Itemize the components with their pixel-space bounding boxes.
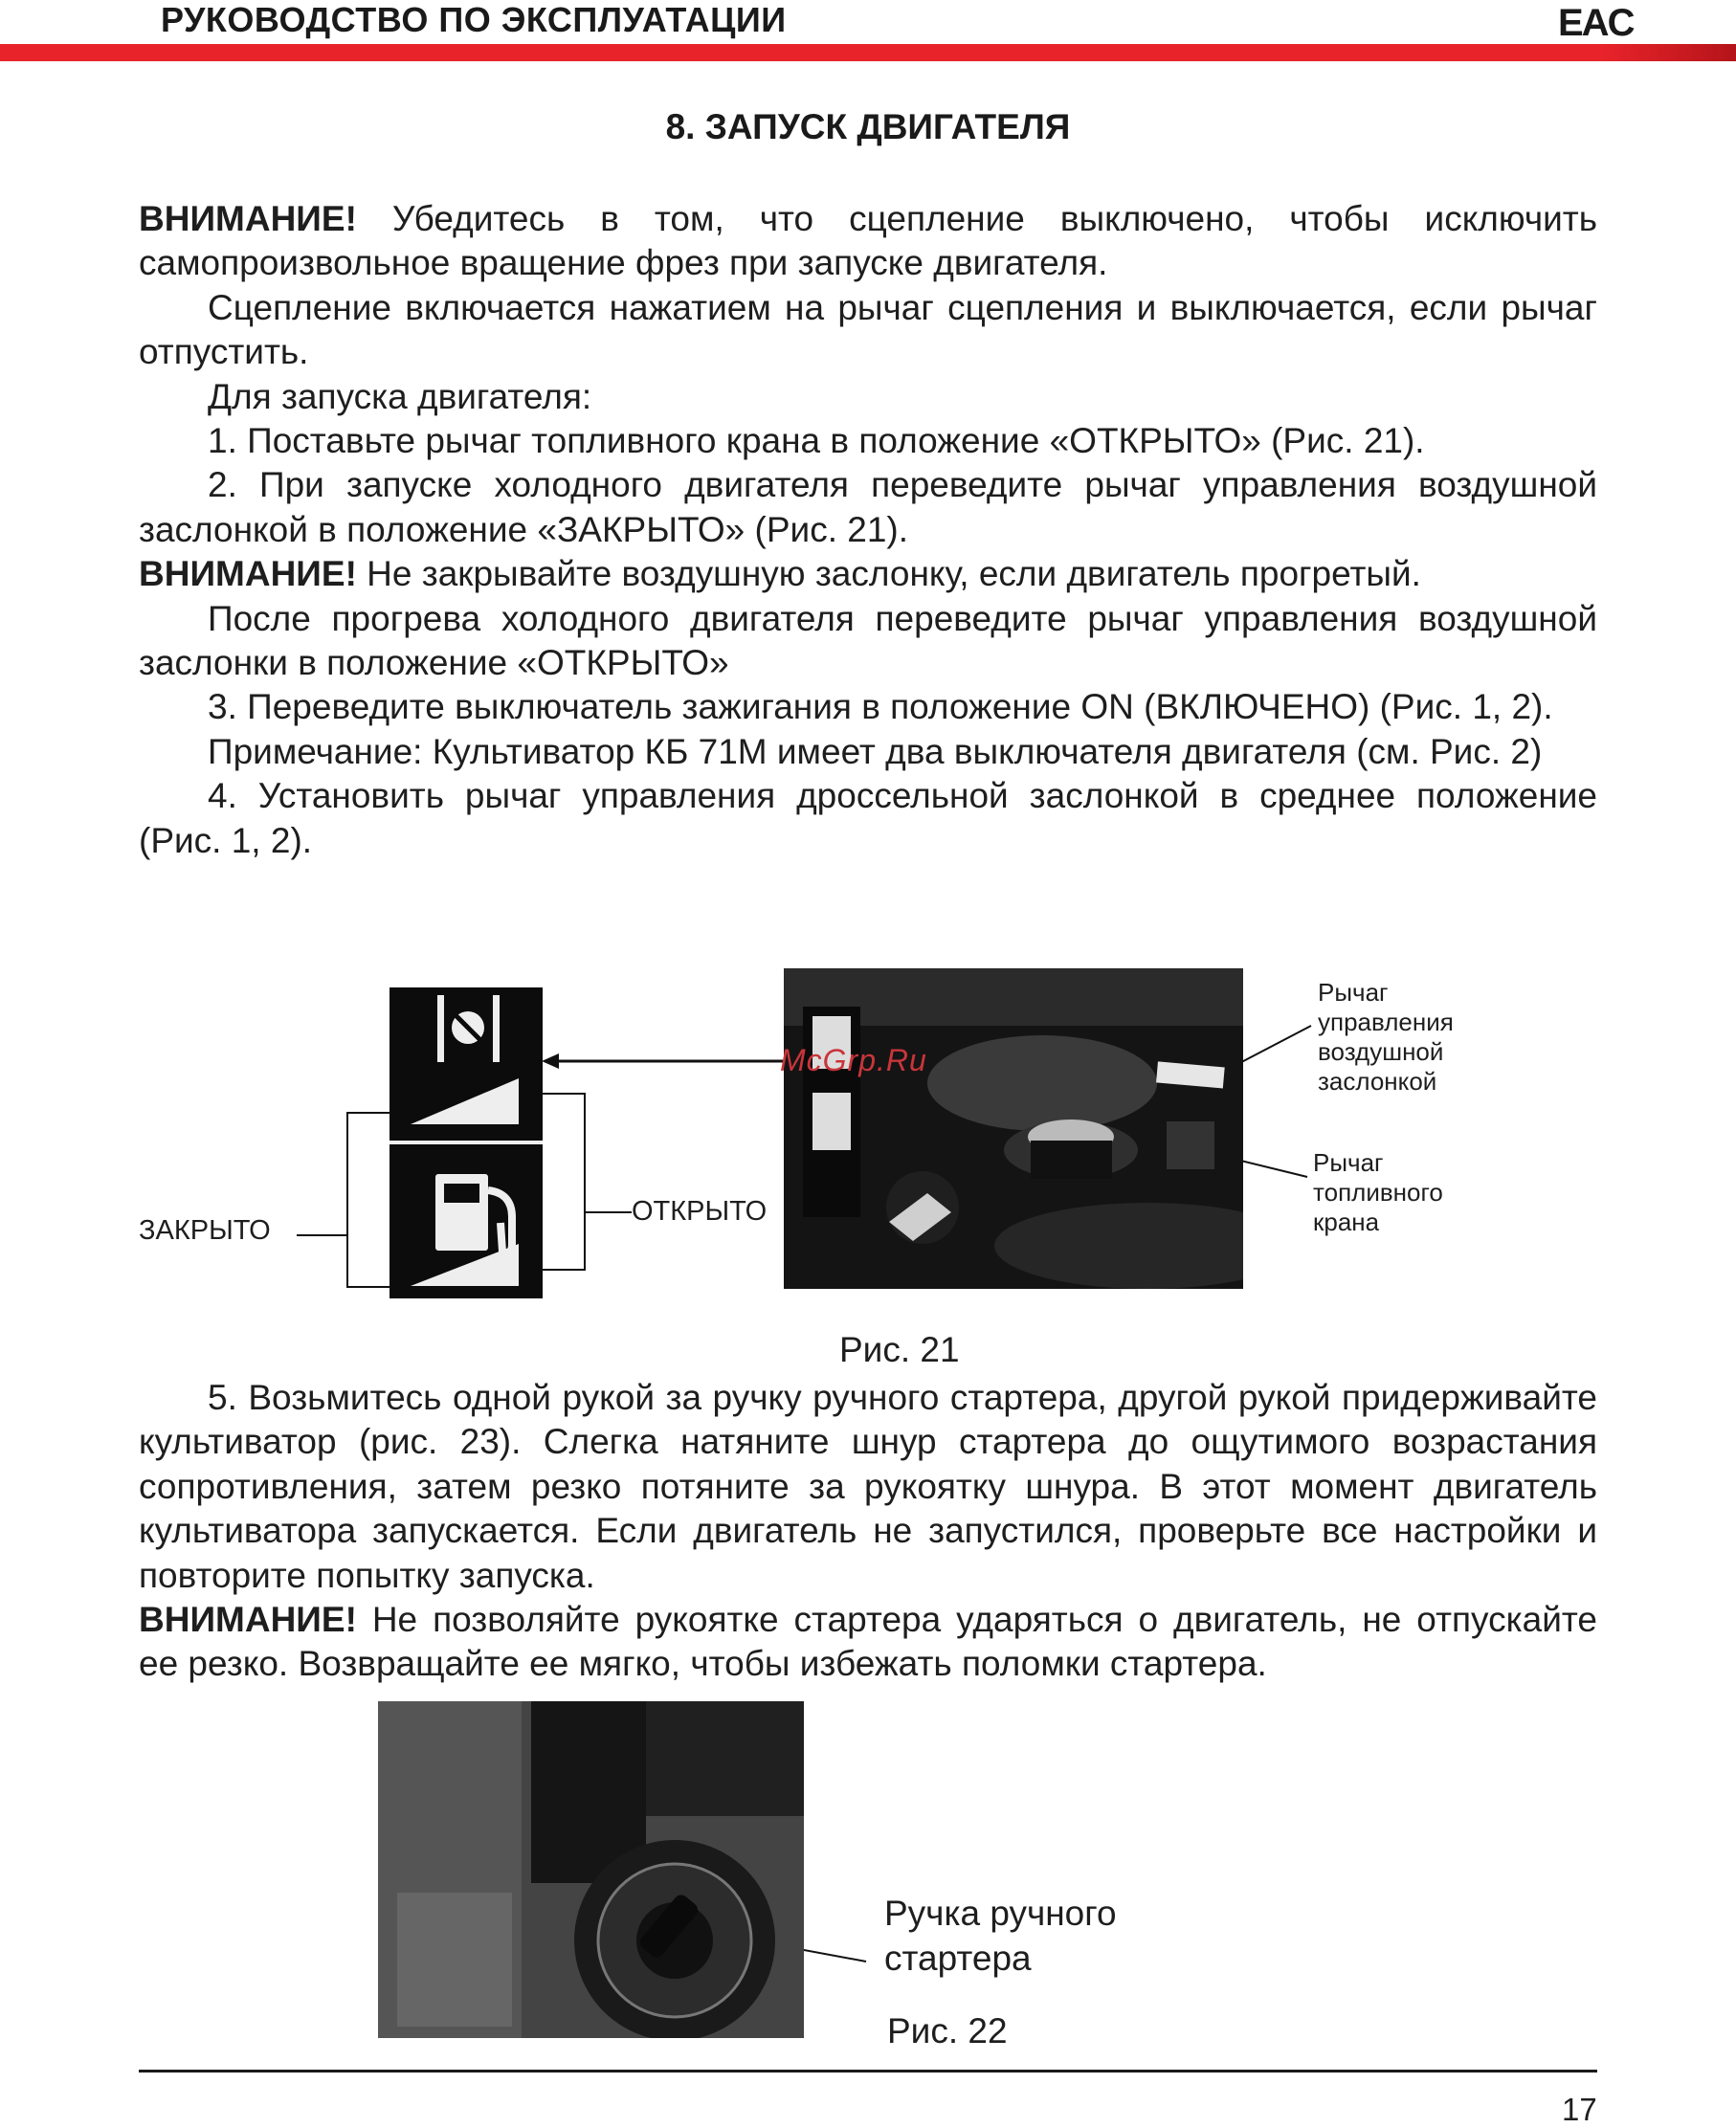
label-fuel-lever: Рычаг топливного крана xyxy=(1313,1148,1443,1236)
section-title: 8. ЗАПУСК ДВИГАТЕЛЯ xyxy=(665,107,1071,146)
label-closed: ЗАКРЫТО xyxy=(139,1215,271,1246)
step-5: 5. Возьмитесь одной рукой за ручку ручного стартера, другой рукой придерживайте культиватор (рис. 23). Слегка натяните шнур стартера до ощутимого возрастания сопротивления, затем резко потяните за рукоятку шнура. В этот момент двигатель культиватора запускается. Если двигатель не запустился, проверьте все настройки и повторите попытку запуска. xyxy=(139,1378,1597,1595)
figure21-caption: Рис. 21 xyxy=(839,1330,960,1369)
engine-controls-illustration xyxy=(784,968,1243,1289)
engine-controls-photo xyxy=(784,968,1243,1289)
open-leader-line xyxy=(584,1211,632,1213)
warning-label: ВНИМАНИЕ! xyxy=(139,554,357,594)
warning-text: Не закрывайте воздушную заслонку, если двигатель прогретый. xyxy=(356,554,1421,594)
step-2: 2. При запуске холодного двигателя переведите рычаг управления воздушной заслонкой в положение «ЗАКРЫТО» (Рис. 21). xyxy=(139,465,1597,549)
watermark: McGrp.Ru xyxy=(780,1043,927,1077)
note-paragraph: Примечание: Культиватор КБ 71М имеет два выключателя двигателя (см. Рис. 2) xyxy=(208,731,1543,771)
open-bracket xyxy=(542,1093,586,1271)
page-number: 17 xyxy=(1562,2092,1597,2127)
panel-symbols-graphic xyxy=(389,987,543,1298)
warning-paragraph-3 xyxy=(139,1598,1597,1687)
closed-bracket xyxy=(346,1112,390,1288)
label-air-lever: Рычаг управления воздушной заслонкой xyxy=(1318,978,1454,1096)
header-accent-bar xyxy=(0,44,1736,61)
warning-paragraph-1 xyxy=(139,197,1597,286)
choke-wedge-icon xyxy=(411,1078,519,1124)
starter-illustration xyxy=(378,1701,804,2038)
footer-divider xyxy=(139,2070,1597,2073)
step-4: 4. Установить рычаг управления дроссельной заслонкой в среднее положение (Рис. 1, 2). xyxy=(139,776,1597,860)
paragraph-clutch: Сцепление включается нажатием на рычаг сцепления и выключается, если рычаг отпустить. xyxy=(139,287,1597,372)
step-3: 3. Переведите выключатель зажигания в положение ON (ВКЛЮЧЕНО) (Рис. 1, 2). xyxy=(208,687,1553,727)
warning-text: Убедитесь в том, что сцепление выключено, чтобы исключить самопроизвольное вращение фрез при запуске двигателя. xyxy=(139,199,1597,283)
paragraph-warmup: После прогрева холодного двигателя переведите рычаг управления воздушной заслонки в положение «ОТКРЫТО» xyxy=(139,598,1597,683)
choke-bar-left xyxy=(437,995,444,1062)
instructions-text-continued xyxy=(139,1376,1597,1687)
warning-paragraph-2 xyxy=(139,552,1597,596)
step-1: 1. Поставьте рычаг топливного крана в положение «ОТКРЫТО» (Рис. 21). xyxy=(208,421,1425,461)
closed-leader-line xyxy=(297,1234,346,1236)
warning-label: ВНИМАНИЕ! xyxy=(139,199,357,238)
document-title: РУКОВОДСТВО ПО ЭКСПЛУАТАЦИИ xyxy=(161,0,787,39)
eac-certification-mark: EAC xyxy=(1558,2,1634,44)
label-starter-handle: Ручка ручного стартера xyxy=(884,1894,1117,1978)
warning-text: Не позволяйте рукоятке стартера ударяться о двигатель, не отпускайте ее резко. Возвращайте ее мягко, чтобы избежать поломки стартера. xyxy=(139,1600,1597,1684)
label-open: ОТКРЫТО xyxy=(632,1196,768,1227)
paragraph-start-intro: Для запуска двигателя: xyxy=(208,376,592,416)
starter-photo xyxy=(378,1701,804,2038)
choke-bar-right xyxy=(493,995,500,1062)
figure22-caption: Рис. 22 xyxy=(887,2011,1008,2050)
choke-fuel-symbol-panel xyxy=(389,987,543,1298)
warning-label: ВНИМАНИЕ! xyxy=(139,1600,357,1640)
instructions-text xyxy=(139,197,1597,863)
page-header xyxy=(0,0,1736,50)
